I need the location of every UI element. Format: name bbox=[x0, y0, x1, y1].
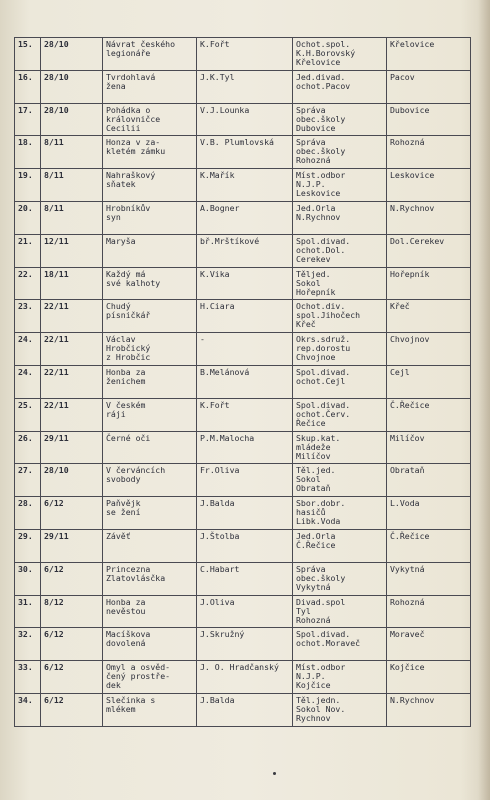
row-number: 20. bbox=[15, 201, 41, 234]
performance-ledger-table bbox=[14, 37, 471, 727]
table-row bbox=[15, 38, 471, 71]
performing-group bbox=[293, 103, 387, 136]
performing-group-line: Sokol bbox=[296, 277, 321, 288]
play-title bbox=[103, 234, 197, 267]
play-title bbox=[103, 693, 197, 726]
row-number: 34. bbox=[15, 693, 41, 726]
play-title-line: z Hrobčic bbox=[106, 352, 151, 363]
performance-date: 12/11 bbox=[41, 234, 103, 267]
performance-date: 6/12 bbox=[41, 693, 103, 726]
performance-place: Dubovice bbox=[387, 103, 471, 136]
performance-place: Rohozná bbox=[387, 595, 471, 628]
play-author: - bbox=[197, 333, 293, 366]
row-number: 28. bbox=[15, 497, 41, 530]
row-number: 26. bbox=[15, 431, 41, 464]
performing-group-line: Jed.divad. bbox=[296, 71, 346, 82]
performing-group-line: Těl.jedn. bbox=[296, 694, 341, 705]
performing-group-line: Spol.divad. bbox=[296, 629, 351, 640]
performing-group bbox=[293, 497, 387, 530]
performing-group-line: ochot.Moraveč bbox=[296, 638, 361, 649]
performance-place: Vykytná bbox=[387, 562, 471, 595]
play-author: H.Ciara bbox=[197, 300, 293, 333]
table-row bbox=[15, 234, 471, 267]
play-title bbox=[103, 497, 197, 530]
performing-group-line: Rychnov bbox=[296, 712, 331, 723]
performing-group bbox=[293, 693, 387, 726]
performance-date: 6/12 bbox=[41, 497, 103, 530]
play-title bbox=[103, 300, 197, 333]
table-row bbox=[15, 628, 471, 661]
play-title bbox=[103, 169, 197, 202]
performance-date: 28/10 bbox=[41, 103, 103, 136]
performance-date: 28/10 bbox=[41, 70, 103, 103]
table-row bbox=[15, 497, 471, 530]
play-title bbox=[103, 464, 197, 497]
performing-group-line: Míst.odbor bbox=[296, 170, 346, 181]
performing-group bbox=[293, 70, 387, 103]
performance-place: N.Rychnov bbox=[387, 693, 471, 726]
performance-date: 29/11 bbox=[41, 529, 103, 562]
play-title-line: legionáře bbox=[106, 48, 151, 58]
performance-date: 8/12 bbox=[41, 595, 103, 628]
play-author: J.Štolba bbox=[197, 529, 293, 562]
performing-group-line: Skup.kat. bbox=[296, 432, 341, 443]
performing-group-line: Sokol bbox=[296, 474, 321, 485]
performing-group-line: obec.školy bbox=[296, 572, 346, 583]
row-number: 18. bbox=[15, 136, 41, 169]
performing-group-line: Ochot.spol. bbox=[296, 39, 351, 49]
performing-group bbox=[293, 661, 387, 694]
play-author: J.Skružný bbox=[197, 628, 293, 661]
performing-group bbox=[293, 333, 387, 366]
play-author: J.Balda bbox=[197, 693, 293, 726]
play-title-line: Honba za bbox=[106, 366, 146, 377]
performing-group-line: spol.Jihočech bbox=[296, 310, 361, 321]
performance-date: 8/11 bbox=[41, 136, 103, 169]
row-number: 23. bbox=[15, 300, 41, 333]
play-title-line: V českém bbox=[106, 399, 146, 410]
performing-group-line: Hořepník bbox=[296, 286, 336, 297]
performing-group-line: N.Rychnov bbox=[296, 211, 341, 222]
performing-group bbox=[293, 398, 387, 431]
performing-group bbox=[293, 431, 387, 464]
performing-group-line: Křelovice bbox=[296, 57, 341, 67]
performing-group-line: Sbor.dobr. bbox=[296, 498, 346, 509]
play-title bbox=[103, 562, 197, 595]
row-number: 25. bbox=[15, 398, 41, 431]
table-row bbox=[15, 661, 471, 694]
performing-group-line: Libk.Voda bbox=[296, 516, 341, 527]
play-author: K.Fořt bbox=[197, 398, 293, 431]
ledger-body bbox=[15, 38, 471, 727]
performing-group-line: Cerekev bbox=[296, 253, 331, 264]
performing-group-line: Správa bbox=[296, 104, 326, 115]
table-row bbox=[15, 136, 471, 169]
play-title-line: Václav bbox=[106, 334, 136, 345]
performance-place: Křelovice bbox=[387, 38, 471, 71]
performing-group-line: Kojčice bbox=[296, 680, 331, 691]
table-row bbox=[15, 169, 471, 202]
row-number: 21. bbox=[15, 234, 41, 267]
performing-group-line: obec.školy bbox=[296, 146, 346, 157]
performance-place: Cejl bbox=[387, 365, 471, 398]
performing-group-line: Vykytná bbox=[296, 581, 331, 592]
performance-place: Milíčov bbox=[387, 431, 471, 464]
performing-group-line: Č.Řečice bbox=[296, 539, 336, 550]
play-title bbox=[103, 136, 197, 169]
play-title bbox=[103, 431, 197, 464]
table-row bbox=[15, 333, 471, 366]
performing-group-line: Dubovice bbox=[296, 122, 336, 133]
play-title-line: Závěť bbox=[106, 530, 131, 541]
play-author: J. O. Hradčanský bbox=[197, 661, 293, 694]
performance-place: Hořepník bbox=[387, 267, 471, 300]
table-row bbox=[15, 562, 471, 595]
table-row bbox=[15, 201, 471, 234]
row-number: 15. bbox=[15, 38, 41, 71]
performing-group-line: Jed.Orla bbox=[296, 530, 336, 541]
row-number: 17. bbox=[15, 103, 41, 136]
performance-date: 22/11 bbox=[41, 333, 103, 366]
play-title-line: ráji bbox=[106, 408, 126, 419]
play-author: V.J.Lounka bbox=[197, 103, 293, 136]
play-title-line: Princezna bbox=[106, 563, 151, 574]
play-title-line: Honza v za- bbox=[106, 137, 161, 148]
performance-date: 22/11 bbox=[41, 398, 103, 431]
play-title-line: kletém zámku bbox=[106, 146, 166, 157]
row-number: 24. bbox=[15, 365, 41, 398]
play-title bbox=[103, 70, 197, 103]
play-title-line: Každý má bbox=[106, 268, 146, 279]
performing-group-line: Křeč bbox=[296, 319, 316, 330]
row-number: 29. bbox=[15, 529, 41, 562]
row-number: 27. bbox=[15, 464, 41, 497]
performance-place: Dol.Cerekev bbox=[387, 234, 471, 267]
performing-group-line: Správa bbox=[296, 137, 326, 148]
row-number: 16. bbox=[15, 70, 41, 103]
play-title-line: Cecilii bbox=[106, 122, 141, 133]
table-row bbox=[15, 431, 471, 464]
play-title-line: sňatek bbox=[106, 179, 136, 190]
performing-group bbox=[293, 464, 387, 497]
row-number: 33. bbox=[15, 661, 41, 694]
performance-place: Kojčice bbox=[387, 661, 471, 694]
play-author: K.Vika bbox=[197, 267, 293, 300]
performance-place: Č.Řečice bbox=[387, 529, 471, 562]
play-title-line: své kalhoty bbox=[106, 277, 161, 288]
performing-group-line: Těljed. bbox=[296, 268, 331, 279]
play-title-line: syn bbox=[106, 211, 121, 222]
row-number: 32. bbox=[15, 628, 41, 661]
play-title-line: Černé oči bbox=[106, 432, 151, 443]
row-number: 24. bbox=[15, 333, 41, 366]
play-title bbox=[103, 628, 197, 661]
performance-place: Pacov bbox=[387, 70, 471, 103]
performing-group-line: ochot.Červ. bbox=[296, 408, 351, 419]
play-author: J.Balda bbox=[197, 497, 293, 530]
ink-dot bbox=[273, 772, 276, 775]
play-title bbox=[103, 267, 197, 300]
play-title-line: Návrat českého bbox=[106, 39, 176, 49]
performing-group-line: Míst.odbor bbox=[296, 662, 346, 673]
performing-group-line: obec.školy bbox=[296, 113, 346, 124]
play-title-line: V červáncích bbox=[106, 465, 166, 476]
performing-group bbox=[293, 169, 387, 202]
table-row bbox=[15, 693, 471, 726]
performing-group-line: Spol.divad. bbox=[296, 235, 351, 246]
play-title-line: Nahraškový bbox=[106, 170, 156, 181]
table-row bbox=[15, 103, 471, 136]
performing-group-line: Jed.Orla bbox=[296, 202, 336, 213]
play-title-line: Honba za bbox=[106, 596, 146, 607]
row-number: 31. bbox=[15, 595, 41, 628]
play-author: K.Mařík bbox=[197, 169, 293, 202]
play-title bbox=[103, 38, 197, 71]
play-author: Fr.Oliva bbox=[197, 464, 293, 497]
performing-group-line: Milíčov bbox=[296, 450, 331, 461]
performing-group-line: N.J.P. bbox=[296, 671, 326, 682]
performing-group-line: Rohozná bbox=[296, 155, 331, 166]
play-title-line: písničkář bbox=[106, 310, 151, 321]
performing-group-line: Ochot.div. bbox=[296, 301, 346, 312]
performing-group-line: Okrs.sdruž. bbox=[296, 334, 351, 345]
play-title-line: Paňvějk bbox=[106, 498, 141, 509]
play-title bbox=[103, 201, 197, 234]
performing-group-line: Tyl bbox=[296, 605, 311, 616]
performance-place: Chvojnov bbox=[387, 333, 471, 366]
performing-group-line: Leskovice bbox=[296, 188, 341, 199]
performance-date: 6/12 bbox=[41, 562, 103, 595]
table-row bbox=[15, 267, 471, 300]
play-title-line: Chudý bbox=[106, 301, 131, 312]
play-author: V.B. Plumlovská bbox=[197, 136, 293, 169]
play-author: K.Fořt bbox=[197, 38, 293, 71]
performing-group-line: Rohozná bbox=[296, 614, 331, 625]
page-edge-shadow bbox=[478, 0, 490, 800]
play-title-line: Hrobčický bbox=[106, 343, 151, 354]
performing-group-line: Obrataň bbox=[296, 483, 331, 494]
play-title-line: Slečinka s bbox=[106, 694, 156, 705]
play-title bbox=[103, 661, 197, 694]
table-row bbox=[15, 365, 471, 398]
performing-group bbox=[293, 234, 387, 267]
play-author: J.K.Tyl bbox=[197, 70, 293, 103]
performing-group-line: Těl.jed. bbox=[296, 465, 336, 476]
play-title-line: Omyl a osvěd- bbox=[106, 662, 171, 673]
performance-place: Křeč bbox=[387, 300, 471, 333]
play-title bbox=[103, 333, 197, 366]
performing-group-line: Řečice bbox=[296, 417, 326, 428]
play-title-line: žena bbox=[106, 80, 126, 91]
performance-date: 8/11 bbox=[41, 169, 103, 202]
table-row bbox=[15, 529, 471, 562]
performing-group bbox=[293, 267, 387, 300]
performance-date: 22/11 bbox=[41, 300, 103, 333]
table-row bbox=[15, 464, 471, 497]
play-author: B.Melánová bbox=[197, 365, 293, 398]
row-number: 19. bbox=[15, 169, 41, 202]
play-author: J.Oliva bbox=[197, 595, 293, 628]
performance-place: Moraveč bbox=[387, 628, 471, 661]
performing-group-line: ochot.Pacov bbox=[296, 80, 351, 91]
performing-group bbox=[293, 136, 387, 169]
play-title-line: Zlatovlásčka bbox=[106, 572, 166, 583]
play-author: C.Habart bbox=[197, 562, 293, 595]
performing-group-line: Sokol Nov. bbox=[296, 703, 346, 714]
performance-date: 29/11 bbox=[41, 431, 103, 464]
performing-group-line: rep.dorostu bbox=[296, 343, 351, 354]
play-title-line: svobody bbox=[106, 474, 141, 485]
play-title bbox=[103, 103, 197, 136]
performance-place: Obrataň bbox=[387, 464, 471, 497]
play-title-line: ženichem bbox=[106, 375, 146, 386]
play-title-line: Hrobníkův bbox=[106, 202, 151, 213]
performing-group-line: Spol.divad. bbox=[296, 399, 351, 410]
performance-place: N.Rychnov bbox=[387, 201, 471, 234]
performing-group-line: Divad.spol bbox=[296, 596, 346, 607]
performing-group-line: Chvojnoe bbox=[296, 352, 336, 363]
play-title bbox=[103, 365, 197, 398]
play-author: P.M.Malocha bbox=[197, 431, 293, 464]
table-row bbox=[15, 595, 471, 628]
performing-group bbox=[293, 300, 387, 333]
play-title-line: nevěstou bbox=[106, 605, 146, 616]
performance-place: Rohozná bbox=[387, 136, 471, 169]
performing-group-line: ochot.Cejl bbox=[296, 375, 346, 386]
play-title bbox=[103, 595, 197, 628]
row-number: 30. bbox=[15, 562, 41, 595]
table-row bbox=[15, 300, 471, 333]
performing-group-line: hasičů bbox=[296, 507, 326, 518]
play-title-line: Pohádka o bbox=[106, 104, 151, 115]
play-title-line: dek bbox=[106, 680, 121, 691]
play-title-line: čený prostře- bbox=[106, 671, 171, 682]
play-author: bř.Mrštíkové bbox=[197, 234, 293, 267]
performing-group bbox=[293, 529, 387, 562]
play-title-line: se žení bbox=[106, 507, 141, 518]
performing-group-line: K.H.Borovský bbox=[296, 48, 356, 58]
performance-date: 28/10 bbox=[41, 464, 103, 497]
performance-place: Leskovice bbox=[387, 169, 471, 202]
play-title-line: Maryša bbox=[106, 235, 136, 246]
performing-group bbox=[293, 562, 387, 595]
play-title-line: mlékem bbox=[106, 703, 136, 714]
table-row bbox=[15, 398, 471, 431]
performing-group bbox=[293, 38, 387, 71]
table-row bbox=[15, 70, 471, 103]
performance-date: 6/12 bbox=[41, 628, 103, 661]
play-author: A.Bogner bbox=[197, 201, 293, 234]
performing-group-line: N.J.P. bbox=[296, 179, 326, 190]
performance-date: 6/12 bbox=[41, 661, 103, 694]
performing-group-line: mládeže bbox=[296, 441, 331, 452]
performance-date: 28/10 bbox=[41, 38, 103, 71]
performance-place: Č.Řečice bbox=[387, 398, 471, 431]
row-number: 22. bbox=[15, 267, 41, 300]
performance-date: 8/11 bbox=[41, 201, 103, 234]
performing-group-line: ochot.Dol. bbox=[296, 244, 346, 255]
performance-place: L.Voda bbox=[387, 497, 471, 530]
play-title-line: dovolená bbox=[106, 638, 146, 649]
play-title bbox=[103, 529, 197, 562]
play-title bbox=[103, 398, 197, 431]
play-title-line: královničce bbox=[106, 113, 161, 124]
play-title-line: Macíškova bbox=[106, 629, 151, 640]
performing-group-line: Spol.divad. bbox=[296, 366, 351, 377]
performance-date: 18/11 bbox=[41, 267, 103, 300]
performing-group bbox=[293, 595, 387, 628]
performing-group bbox=[293, 365, 387, 398]
performing-group bbox=[293, 201, 387, 234]
play-title-line: Tvrdohlavá bbox=[106, 71, 156, 82]
performing-group-line: Správa bbox=[296, 563, 326, 574]
performance-date: 22/11 bbox=[41, 365, 103, 398]
performing-group bbox=[293, 628, 387, 661]
